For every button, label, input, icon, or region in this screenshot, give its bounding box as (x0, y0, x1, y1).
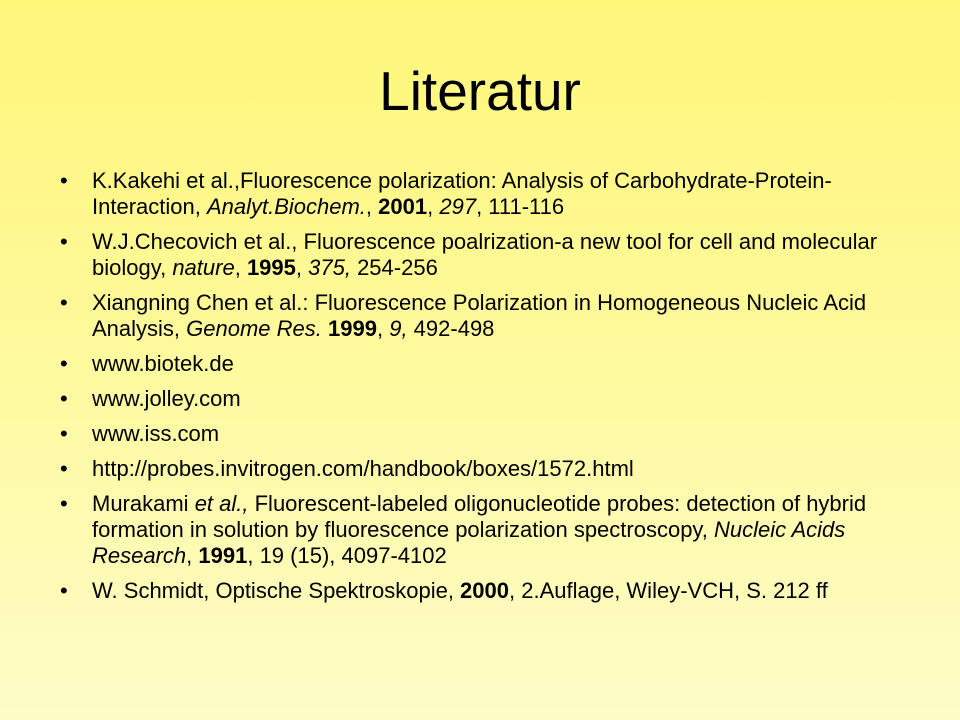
reference-segment: Fluorescent-labeled oligonucleotide probes: detection of hybrid formation in solution by fluorescence polarization spectroscopy, (92, 491, 867, 542)
bullet: • (60, 229, 68, 254)
publication-year: 1991 (198, 543, 248, 568)
reference-item (60, 578, 940, 604)
reference-item (60, 168, 940, 220)
bullet: • (60, 351, 68, 376)
reference-text (92, 491, 866, 568)
publication-year: 2000 (460, 578, 509, 603)
website-link[interactable]: www.biotek.de (92, 351, 234, 376)
website-link[interactable]: http://probes.invitrogen.com/handbook/boxes/1572.html (92, 456, 634, 481)
reference-segment: , (295, 255, 309, 280)
bullet: • (60, 456, 68, 481)
reference-segment: , (234, 255, 247, 280)
bullet: • (60, 491, 68, 516)
journal-name: Nucleic Acids Research (92, 517, 846, 568)
reference-item (60, 456, 940, 482)
reference-segment: , (427, 194, 440, 219)
reference-item (60, 386, 940, 412)
reference-item (60, 421, 940, 447)
page-range: , 19 (15), 4097-4102 (247, 543, 447, 568)
page-range: 492-498 (407, 316, 495, 341)
reference-item (60, 491, 940, 569)
reference-segment: Murakami (92, 491, 195, 516)
reference-segment: , 2.Auflage, Wiley-VCH, S. 212 ff (509, 578, 828, 603)
reference-segment: , (365, 194, 379, 219)
bullet: • (60, 578, 68, 603)
bullet: • (60, 290, 68, 315)
bullet: • (60, 386, 68, 411)
author-suffix: et al., (194, 491, 249, 516)
volume-number: 297 (439, 194, 477, 219)
volume-number: 375, (308, 255, 351, 280)
publication-year: 1995 (246, 255, 296, 280)
reference-list (60, 168, 940, 613)
journal-name: Analyt.Biochem. (206, 194, 366, 219)
reference-segment: Xiangning Chen et al.: Fluorescence Polarization in Homogeneous Nucleic Acid Analysis, (92, 290, 867, 341)
website-link[interactable]: www.jolley.com (92, 386, 241, 411)
bullet: • (60, 421, 68, 446)
reference-segment: K.Kakehi et al.,Fluorescence polarization: Analysis of Carbohydrate-Protein-Interaction, (92, 168, 832, 219)
publication-year: 2001 (378, 194, 428, 219)
reference-segment: , (376, 316, 390, 341)
website-link[interactable]: www.iss.com (92, 421, 220, 446)
reference-text (92, 168, 832, 219)
reference-item (60, 290, 940, 342)
slide-title: Literatur (379, 60, 581, 122)
reference-text (92, 229, 877, 280)
reference-text (92, 578, 828, 603)
reference-segment: W. Schmidt, Optische Spektroskopie, (92, 578, 461, 603)
page-range: 254-256 (350, 255, 438, 280)
reference-item (60, 229, 940, 281)
reference-text (92, 290, 866, 341)
reference-segment: W.J.Checovich et al., Fluorescence poalrization-a new tool for cell and molecular biology, (92, 229, 878, 280)
volume-number: 9, (389, 316, 408, 341)
journal-name: nature (172, 255, 235, 280)
bullet: • (60, 168, 68, 193)
journal-name: Genome Res. (186, 316, 322, 341)
reference-item (60, 351, 940, 377)
publication-year: 1999 (328, 316, 377, 341)
reference-segment: , (186, 543, 199, 568)
page-range: , 111-116 (476, 194, 565, 219)
